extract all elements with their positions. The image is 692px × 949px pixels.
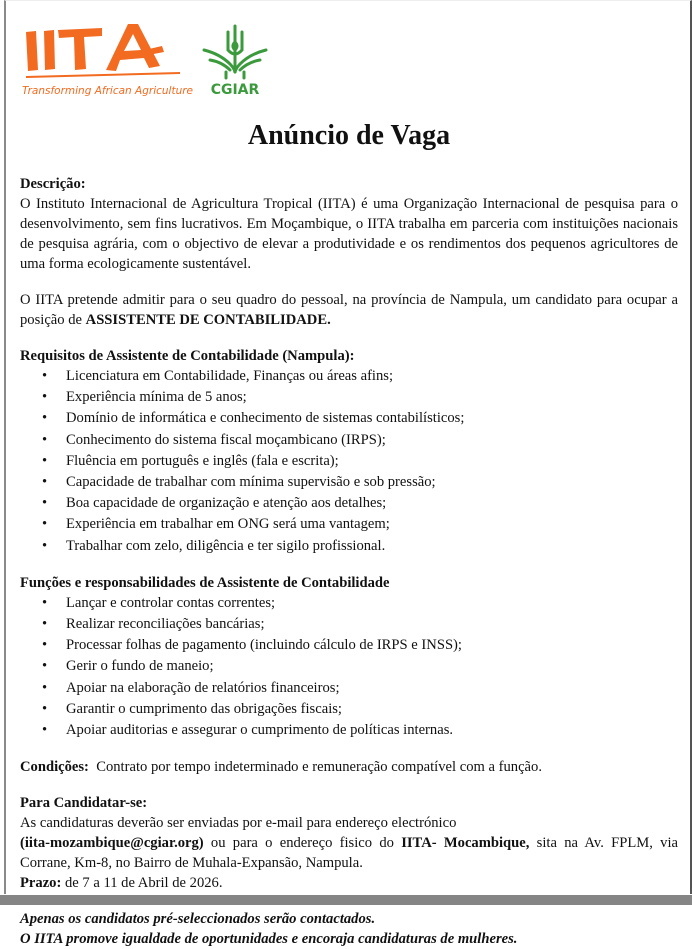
- bullet-icon: •: [42, 637, 48, 654]
- position-title: ASSISTENTE DE CONTABILIDADE.: [85, 312, 331, 328]
- bullet-icon: •: [42, 368, 48, 384]
- footer-note-shortlist: Apenas os candidatos pré-seleccionados serão contactados.: [20, 911, 376, 928]
- list-item: • Processar folhas de pagamento (incluindo cálculo de IRPS e INSS);: [20, 635, 678, 656]
- apply-heading: Para Candidatar-se:: [20, 795, 148, 812]
- list-item: • Capacidade de trabalhar com mínima supervisão e sob pressão;: [20, 472, 678, 493]
- position-intro: O IITA pretende admitir para o seu quadro do pessoal, na província de Nampula, um candidato para ocupar a posição de: [20, 292, 678, 328]
- requirements-section: [20, 346, 678, 557]
- job-posting-content: [20, 112, 678, 949]
- requirements-heading: Requisitos de Assistente de Contabilidade (Nampula):: [20, 348, 355, 364]
- list-item: • Experiência em trabalhar em ONG será uma vantagem;: [20, 514, 678, 535]
- list-item: • Conhecimento do sistema fiscal moçambicano (IRPS);: [20, 430, 678, 451]
- list-item: • Fluência em português e inglês (fala e escrita);: [20, 451, 678, 472]
- list-item: • Apoiar na elaboração de relatórios financeiros;: [20, 678, 678, 699]
- list-item: • Experiência mínima de 5 anos;: [20, 387, 678, 408]
- bullet-icon: •: [42, 452, 48, 469]
- conditions-text: Contrato por tempo indeterminado e remuneração compatível com a função.: [88, 759, 542, 776]
- deadline-label: Prazo:: [20, 875, 62, 892]
- iita-logo: [20, 18, 202, 98]
- list-item: • Garantir o cumprimento das obrigações fiscais;: [20, 699, 678, 720]
- bullet-icon: •: [42, 700, 48, 717]
- list-item: • Lançar e controlar contas correntes;: [20, 593, 678, 614]
- bullet-icon: •: [42, 594, 48, 611]
- responsibilities-heading: Funções e responsabilidades de Assistente de Contabilidade: [20, 574, 390, 591]
- apply-email-link[interactable]: (iita-mozambique@cgiar.org): [20, 835, 204, 852]
- svg-text:CGIAR: CGIAR: [210, 82, 260, 98]
- description-section: [20, 174, 678, 330]
- bullet-icon: •: [42, 658, 48, 675]
- conditions-label: Condições:: [20, 759, 89, 776]
- apply-section: [20, 793, 678, 893]
- apply-intro: As candidaturas deverão ser enviadas por e-mail para endereço electrónico: [20, 815, 457, 832]
- bullet-icon: •: [42, 679, 48, 696]
- list-item: • Boa capacidade de organização e atenção aos detalhes;: [20, 493, 678, 514]
- description-paragraph: O Instituto Internacional de Agricultura Tropical (IITA) é uma Organização Internacional de pesquisa para o desenvolvimento, sem fins lucrativos. Em Moçambique, o IITA trabalha em parceria com instituições nacionais de pesquisa agrária, com o objectivo de elevar a produtividade e os rendimentos dos pequenos agricultores de uma forma ecologicamente sustentável.: [20, 196, 678, 272]
- bullet-icon: •: [42, 431, 48, 448]
- svg-text:Transforming African Agricultu: Transforming African Agriculture: [22, 85, 194, 97]
- list-item: • Trabalhar com zelo, diligência e ter sigilo profissional.: [20, 536, 678, 557]
- footer-notes: [20, 909, 678, 949]
- responsibilities-section: [20, 573, 678, 741]
- bullet-icon: •: [42, 516, 48, 533]
- cgiar-logo: [200, 20, 270, 98]
- bullet-icon: •: [42, 722, 48, 739]
- requirements-list: [20, 366, 678, 557]
- bullet-icon: •: [42, 537, 48, 554]
- deadline-text: de 7 a 11 de Abril de 2026.: [61, 875, 223, 892]
- position-paragraph: [20, 290, 678, 330]
- deadline: [20, 873, 678, 893]
- bullet-icon: •: [42, 495, 48, 512]
- logo-header: [20, 18, 280, 100]
- list-item: • Gerir o fundo de maneio;: [20, 656, 678, 677]
- description-heading: Descrição:: [20, 176, 86, 192]
- list-item: • Realizar reconciliações bancárias;: [20, 614, 678, 635]
- bullet-icon: •: [42, 410, 48, 427]
- list-item: • Domínio de informática e conhecimento de sistemas contabilísticos;: [20, 408, 678, 429]
- conditions-paragraph: [20, 757, 678, 777]
- responsibilities-list: [20, 593, 678, 741]
- bullet-icon: •: [42, 616, 48, 633]
- footer-note-equality: O IITA promove igualdade de oportunidades e encoraja candidaturas de mulheres.: [20, 931, 518, 948]
- org-address: sita na Av. FPLM, via Corrane, Km-8, no Bairro de Muhala-Expansão, Nampula.: [20, 835, 679, 872]
- page-title: Anúncio de Vaga: [247, 120, 451, 151]
- list-item: • Apoiar auditorias e assegurar o cumprimento de políticas internas.: [20, 720, 678, 741]
- org-name: IITA- Mocambique,: [401, 835, 530, 852]
- bullet-icon: •: [42, 474, 48, 491]
- list-item: • Licenciatura em Contabilidade, Finanças ou áreas afins;: [20, 366, 678, 387]
- apply-address-paragraph: (iita-mozambique@cgiar.org) ou para o endereço fisico do IITA- Mocambique, sita na Av. FPLM, via Corrane, Km-8, no Bairro de Muhala-Expansão, Nampula.: [20, 835, 679, 872]
- bullet-icon: •: [42, 389, 48, 406]
